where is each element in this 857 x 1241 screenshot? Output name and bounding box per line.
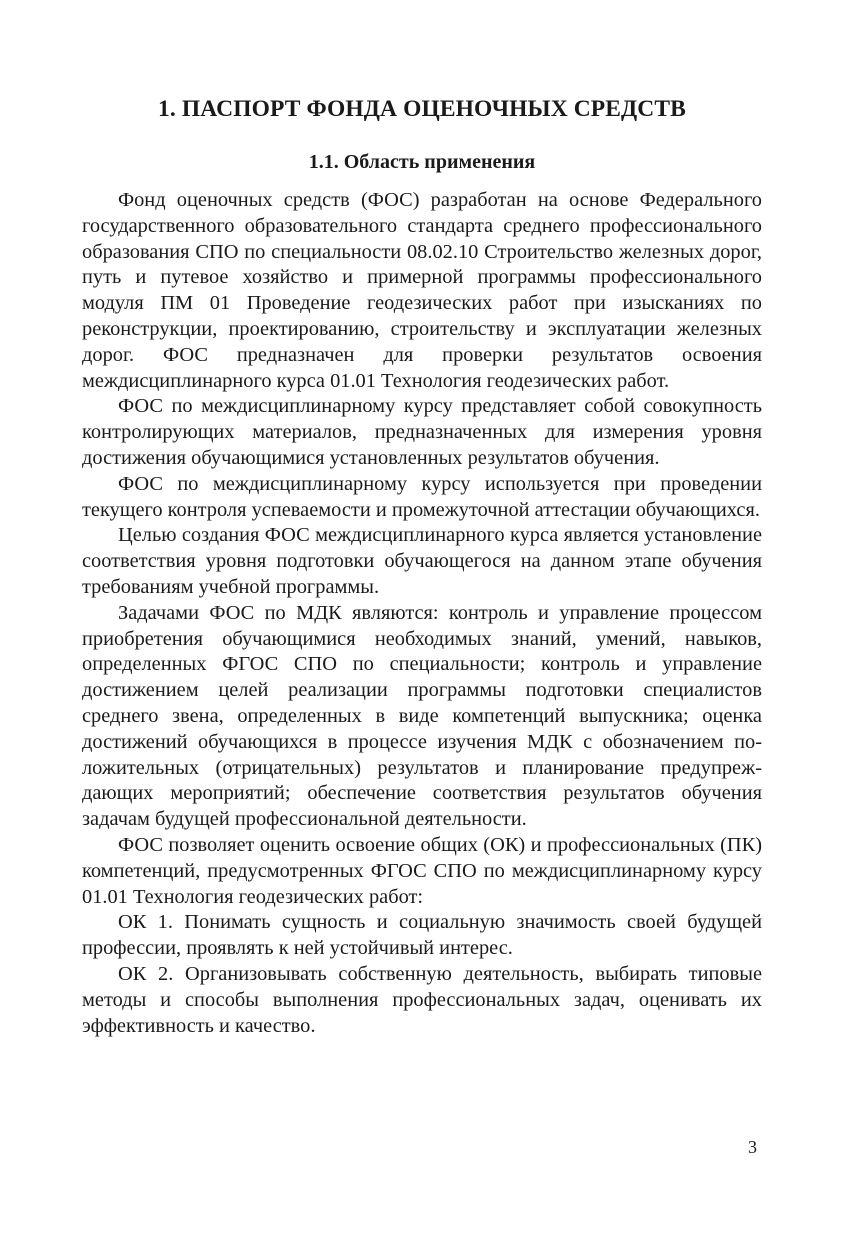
page-number: 3: [748, 1137, 757, 1157]
paragraph-ok1: ОК 1. Понимать сущность и социальную значимость своей будущей профессии, проявлять к ней устойчивый интерес.: [82, 911, 762, 960]
paragraph-competencies: ФОС позволяет оценить освоение общих (ОК) и профессиональных (ПК) компетенций, предусмотренных ФГОС СПО по междисциплинарному курсу 01.01 Технология геодезических работ:: [82, 833, 762, 908]
paragraph-ok2: ОК 2. Организовывать собственную деятельность, выбирать типовые методы и способы выполнения профессиональных задач, оценивать их эффективность и качество.: [82, 962, 762, 1037]
document-page: [82, 94, 762, 1039]
paragraph-tasks: Задачами ФОС по МДК являются: контроль и управление процессом приобретения обучающимися необходимых знаний, умений, навыков, определенных ФГОС СПО по специальности; контроль и управление достижением целей реализации программы подготовки специалистов среднего звена, определенных в виде компетенций выпускника; оценка достижений обучающихся в процессе изучения МДК с обозначением положительных (отрицательных) результатов и планирование предупреждающих мероприятий; обеспечение соответствия результатов обучения задачам будущей профессиональной деятельности.: [82, 601, 762, 831]
paragraph-definition: ФОС по междисциплинарному курсу представляет собой совокупность контролирующих материалов, предназначенных для измерения уровня достижения обучающимися установленных результатов обучения.: [82, 395, 762, 469]
paragraph-scope: Фонд оценочных средств (ФОС) разработан на основе Федерального государственного образовательного стандарта среднего профессионального образования СПО по специальности 08.02.10 Строительство железных дорог, путь и путевое хозяйство и примерной программы профессионального модуля ПМ 01 Проведение геодезических работ при изысканиях по реконструкции, проектированию, строительству и эксплуатации железных дорог. ФОС предназначен для проверки результатов освоения междисциплинарного курса 01.01 Технология геодезических работ.: [82, 189, 762, 392]
section-title: 1.1. Область применения: [308, 151, 536, 173]
paragraph-goal: Целью создания ФОС междисциплинарного курса является установление соответствия уровня подготовки обучающегося на данном этапе обучения требованиям учебной программы.: [82, 524, 762, 598]
paragraph-usage: ФОС по междисциплинарному курсу используется при проведении текущего контроля успеваемости и промежуточной аттестации обучающихся.: [82, 472, 762, 521]
page-title: 1. ПАСПОРТ ФОНДА ОЦЕНОЧНЫХ СРЕДСТВ: [158, 96, 686, 122]
